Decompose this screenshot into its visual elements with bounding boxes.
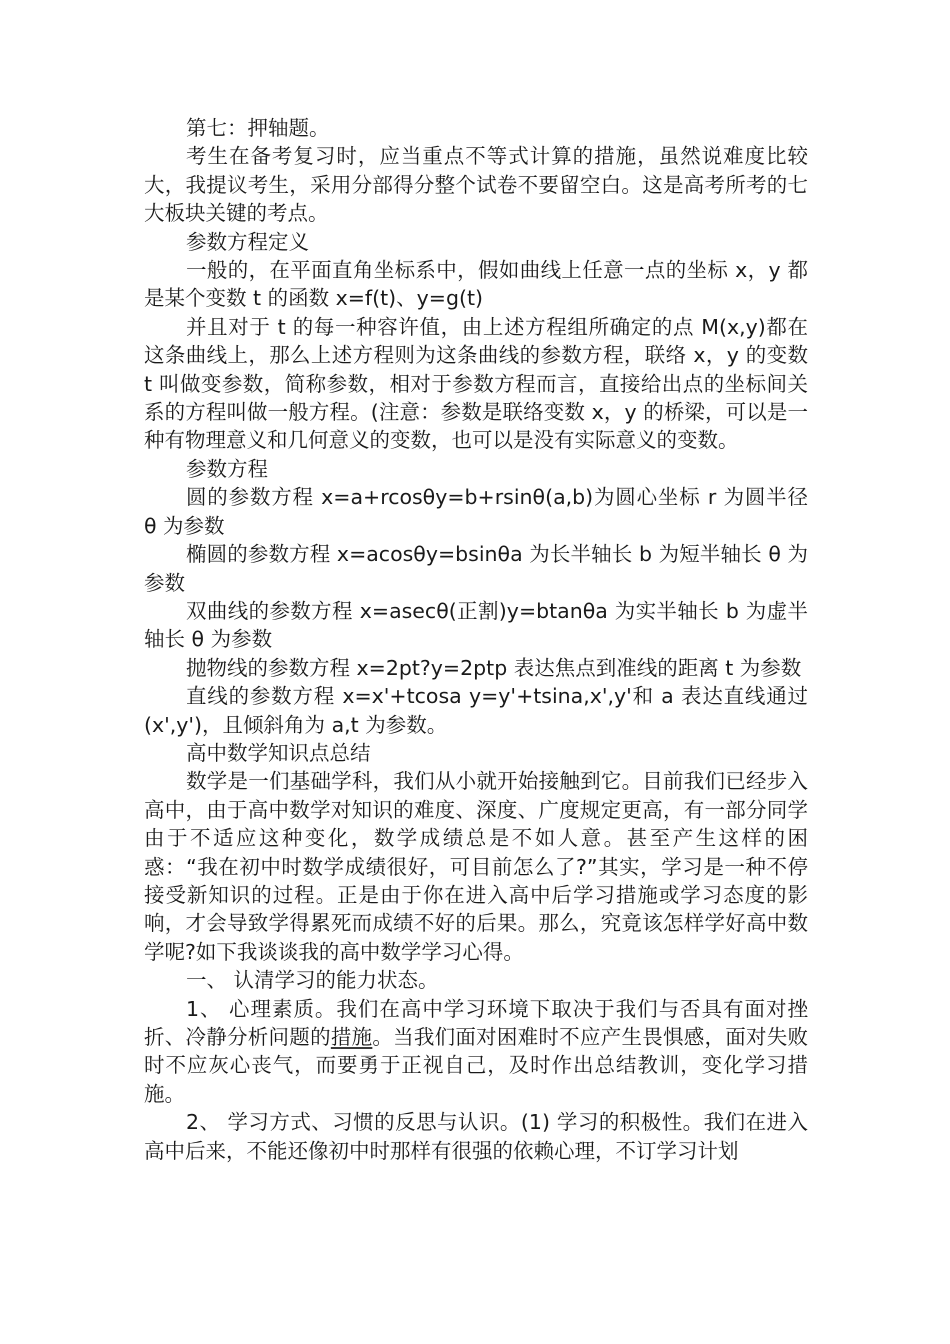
psychology-underlined-word: 措施 <box>330 1025 373 1049</box>
psychology-text-after: 。当我们面对困难时不应产生畏惧感，面对失败时不应灰心丧气，而要勇于正视自己，及时作出总结教训，变化学习措施。 <box>144 1025 809 1106</box>
document-page <box>144 114 808 1165</box>
paragraph-hyperbola-equation: 双曲线的参数方程 x=asecθ(正割)y=btanθa 为实半轴长 b 为虚半轴长 θ 为参数 <box>144 598 808 652</box>
paragraph-section-seven: 第七：押轴题。 <box>186 116 330 140</box>
paragraph-circle-equation: 圆的参数方程 x=a+rcosθy=b+rsinθ(a,b)为圆心坐标 r 为圆半径 θ 为参数 <box>144 485 808 538</box>
paragraph-definition-2: 并且对于 t 的每一种容许值，由上述方程组所确定的点 M(x,y)都在这条曲线上，那么上述方程则为这条曲线的参数方程，联络 x，y 的变数 t 叫做变参数，简称参数，相对于参数方程而言，直接给出点的坐标间关系的方程叫做一般方程。(注意：参数是联络变数 x，y 的桥梁，可以是一种有物理意义和几何意义的变数，也可以是没有实际意义的变数。 <box>144 314 808 453</box>
paragraph-psychology <box>144 995 808 1109</box>
paragraph-definition-1: 一般的，在平面直角坐标系中，假如曲线上任意一点的坐标 x，y 都是某个变数 t 的函数 x=f(t)、y=g(t) <box>144 258 808 311</box>
paragraph-parabola-equation: 抛物线的参数方程 x=2pt?y=2ptp 表达焦点到准线的距离 t 为参数 <box>186 655 802 680</box>
paragraph-line-equation: 直线的参数方程 x=x'+tcosa y=y'+tsina,x',y'和 a 表达直线通过(x',y')，且倾斜角为 a,t 为参数。 <box>144 684 808 737</box>
heading-section-one: 一、 认清学习的能力状态。 <box>186 968 439 993</box>
paragraph-exam-advice: 考生在备考复习时，应当重点不等式计算的措施，虽然说难度比较大，我提议考生，采用分部得分整个试卷不要留空白。这是高考所考的七大板块关键的考点。 <box>144 144 808 226</box>
paragraph-math-intro: 数学是一们基础学科，我们从小就开始接触到它。目前我们已经步入高中，由于高中数学对知识的难度、深度、广度规定更高，有一部分同学由于不适应这种变化，数学成绩总是不如人意。甚至产生这样的困惑：“我在初中时数学成绩很好，可目前怎么了?”其实，学习是一种不停接受新知识的过程。正是由于你在进入高中后学习措施或学习态度的影响，才会导致学得累死而成绩不好的后果。那么，究竟该怎样学好高中数学呢?如下我谈谈我的高中数学学习心得。 <box>144 769 808 964</box>
heading-math-summary: 高中数学知识点总结 <box>186 740 371 765</box>
paragraph-study-habits: 2、 学习方式、习惯的反思与认识。(1) 学习的积极性。我们在进入高中后来，不能还像初中时那样有很强的依赖心理，不订学习计划 <box>144 1110 808 1163</box>
heading-parametric-definition: 参数方程定义 <box>186 229 309 254</box>
paragraph-ellipse-equation: 椭圆的参数方程 x=acosθy=bsinθa 为长半轴长 b 为短半轴长 θ 为参数 <box>144 542 808 595</box>
psychology-text-before: 1、 心理素质。我们在高中学习环境下取决于我们与否具有面对挫折、冷静分析问题的 <box>144 996 808 1049</box>
heading-parametric-equations: 参数方程 <box>186 456 268 481</box>
